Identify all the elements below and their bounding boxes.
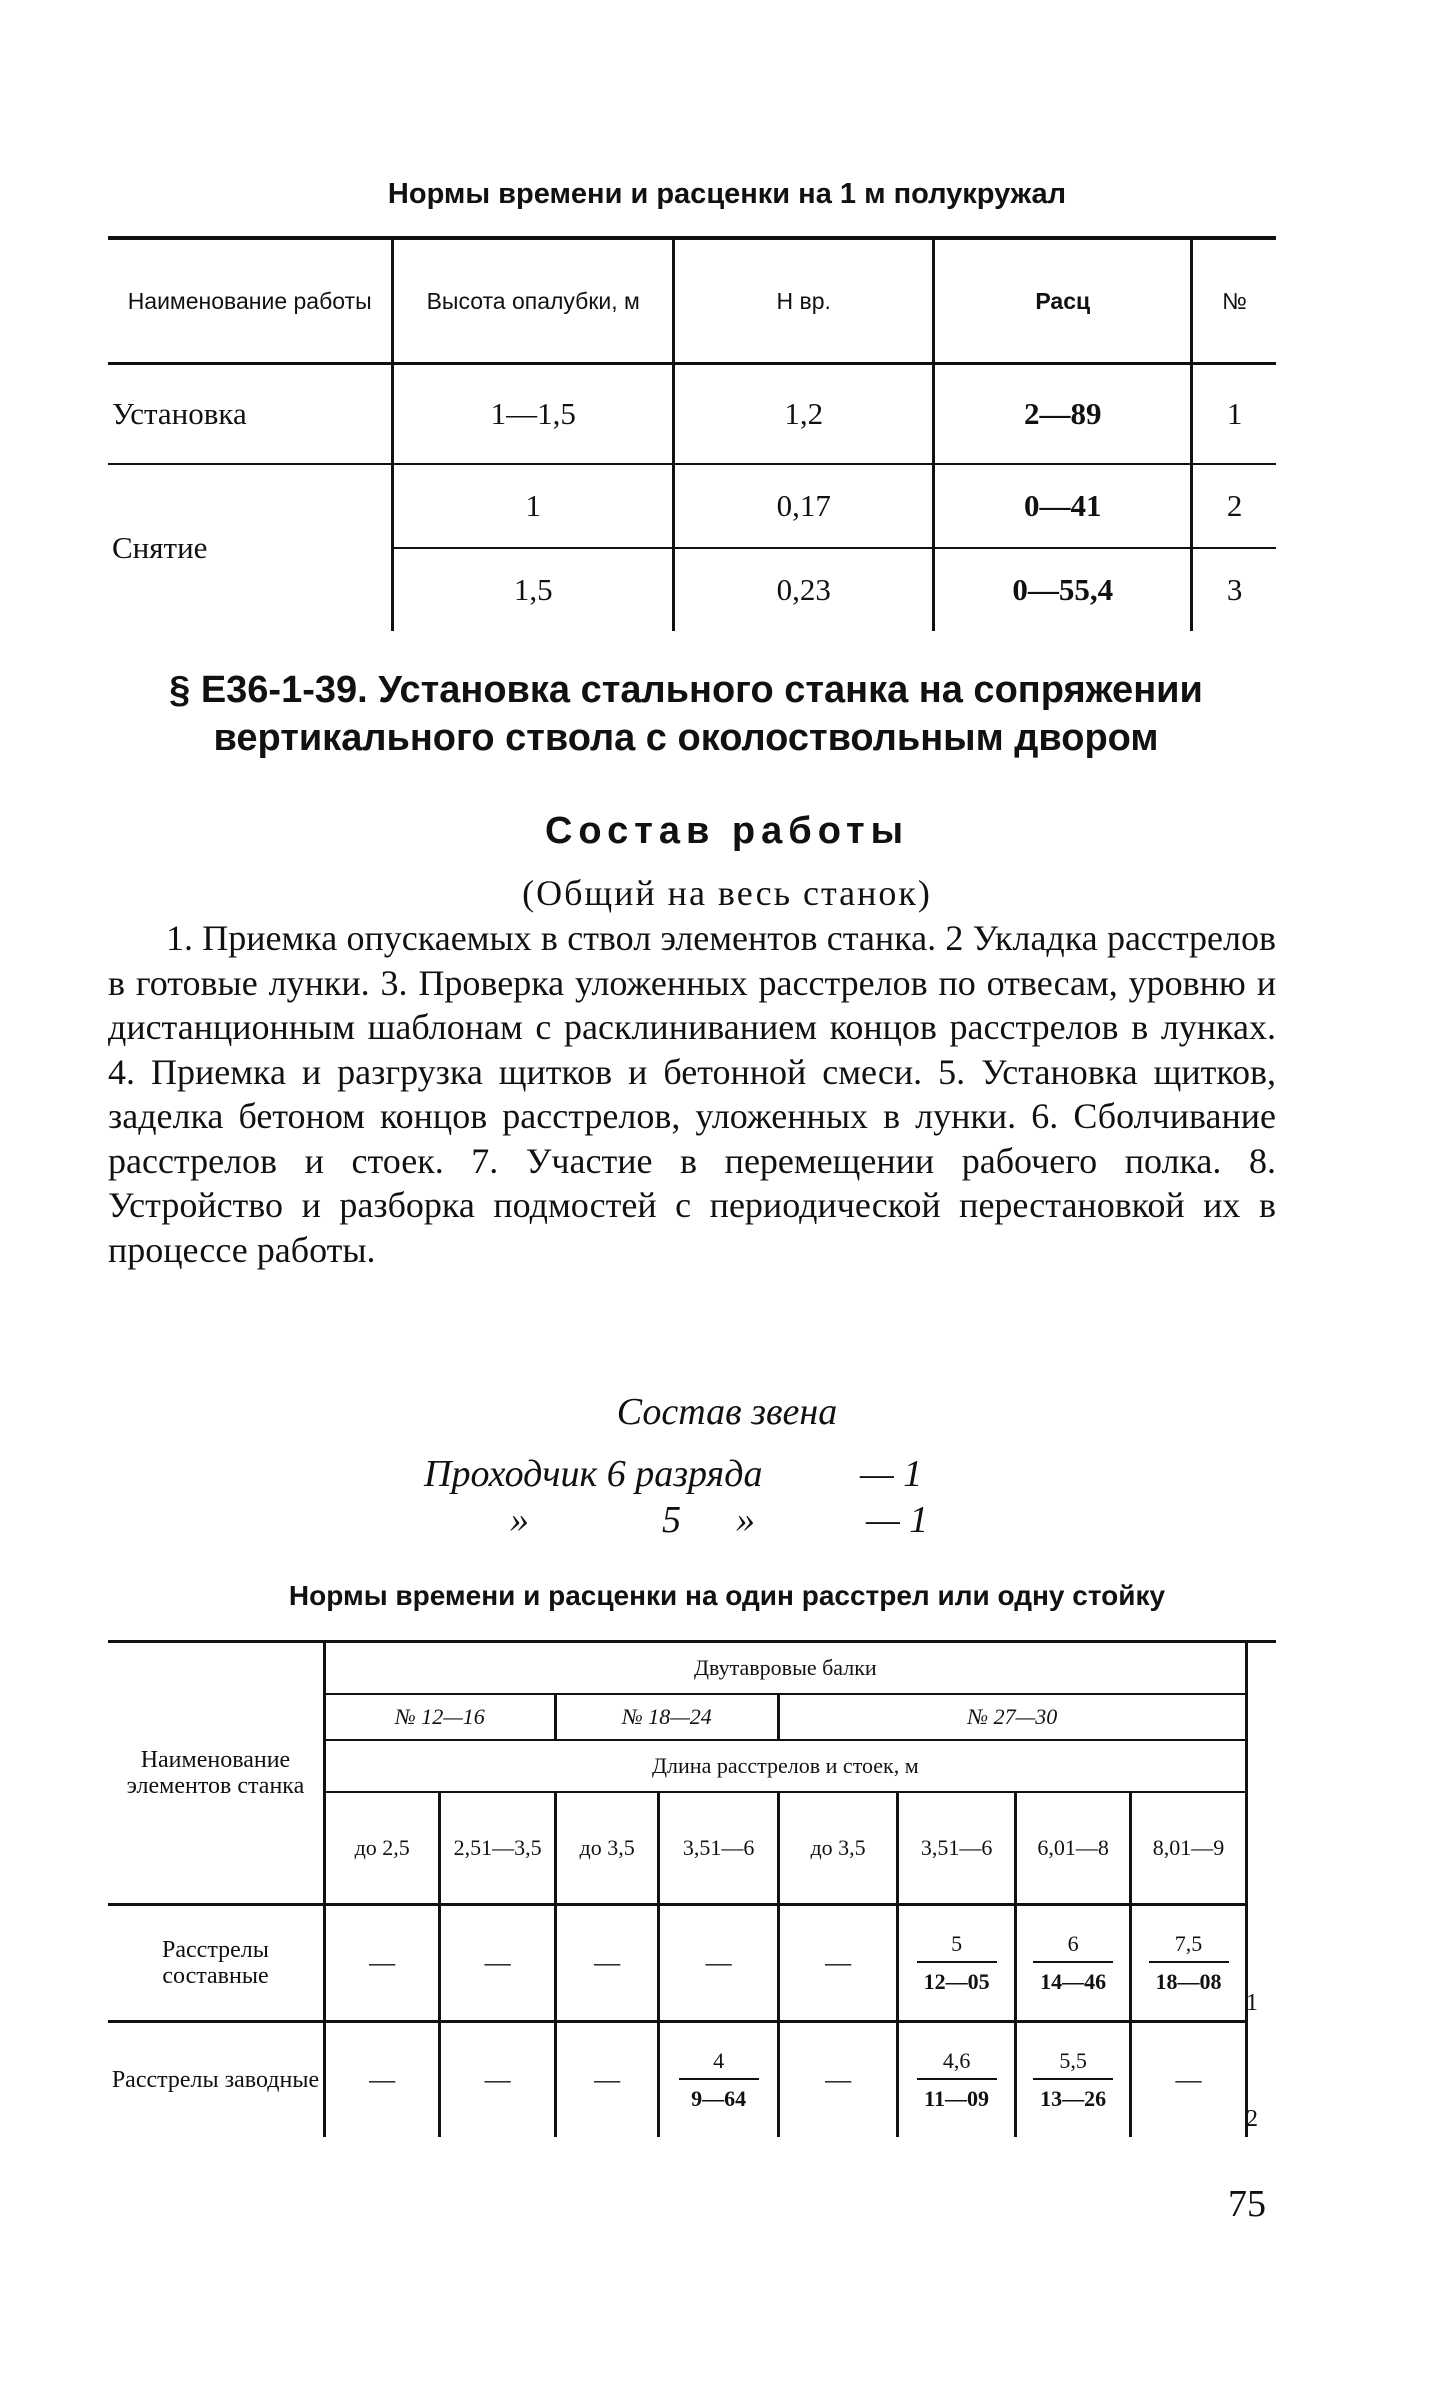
table-row (108, 1905, 1276, 2022)
work-subheading: (Общий на весь станок) (522, 873, 932, 913)
table2-cell (1015, 2022, 1130, 2138)
table2-stub-label: Наименование элементов станка (126, 1747, 305, 1799)
norm-fraction (1149, 1931, 1229, 1995)
brigade-worker-count: — 1 (866, 1499, 929, 1541)
table2-cell: — (324, 1905, 439, 2022)
section-title: § Е36-1-39. Установка стального станка на сопряжении вертикального ствола с околоствольным двором (169, 669, 1203, 759)
table2-header-row (108, 1642, 1276, 1695)
table2-cell: — (778, 2022, 898, 2138)
norms-table-1 (108, 236, 1276, 631)
table2-cell (1015, 1905, 1130, 2022)
rate: 13—26 (1040, 2086, 1107, 2111)
table2-cell: — (440, 2022, 555, 2138)
work-description: 1. Приемка опускаемых в ствол элементов станка. 2 Укладка расстрелов в готовые лунки. 3. Проверка уложенных расстрелов по отвесам, уровню и дистанционным шаблонам с расклиниванием концов расстрелов в лунках. 4. Приемка и разгрузка щитков и бетонной смеси. 5. Установка щитков, заделка бетоном концов расстрелов, уложенных в лунки. 6. Сболчивание расстрелов и стоек. 7. Участие в перемещении рабочего полка. 8. Устройство и разборка подмостей с периодической перестановкой их в процессе работы. (108, 918, 1276, 1270)
table1-row-height: 1,5 (393, 548, 674, 631)
table-row (108, 364, 1276, 465)
work-heading: Состав работы (544, 810, 910, 852)
brigade-ditto-mark: » (736, 1499, 755, 1541)
table2-row-name (108, 2022, 324, 2138)
table2-cell (898, 2022, 1016, 2138)
brigade-worker-name: Проходчик 6 разряда (424, 1453, 763, 1495)
norm-fraction (917, 1931, 997, 1995)
rate: 9—64 (691, 2086, 747, 2111)
table-row (108, 464, 1276, 548)
table1-row-height: 1—1,5 (393, 364, 674, 465)
rate: 12—05 (923, 1969, 990, 1994)
table1-header-rasc: Расц (934, 238, 1192, 364)
table2-header-beams: Двутавровые балки (324, 1642, 1246, 1695)
table2-cell (898, 1905, 1016, 2022)
table2-header-stub (108, 1642, 324, 1905)
table2-header-length: Длина расстрелов и стоек, м (324, 1740, 1246, 1792)
table1-row-nvr: 1,2 (674, 364, 934, 465)
table1-header-num: № (1192, 238, 1276, 364)
table2-cell: — (555, 2022, 658, 2138)
table2-row-label: Расстрелы составные (162, 1937, 269, 1989)
norms-table-2 (108, 1640, 1276, 2137)
norm-fraction (1033, 2048, 1113, 2112)
table-row (108, 2022, 1276, 2138)
table2-col-header: 2,51—3,5 (440, 1792, 555, 1905)
table2-cell: — (440, 1905, 555, 2022)
table1-row-nvr: 0,23 (674, 548, 934, 631)
table1-row-height: 1 (393, 464, 674, 548)
table1-row-nvr: 0,17 (674, 464, 934, 548)
table2-title: Нормы времени и расценки на один расстрел или одну стойку (288, 1580, 1166, 1611)
table2-cell (1131, 1905, 1246, 2022)
table1-row-num: 1 (1192, 364, 1276, 465)
norm-fraction (917, 2048, 997, 2112)
table2-cell: — (555, 1905, 658, 2022)
table1-header-row (108, 238, 1276, 364)
table1-title: Нормы времени и расценки на 1 м полукружал (387, 178, 1067, 210)
table2-col-header: 6,01—8 (1015, 1792, 1130, 1905)
table1-row-rasc: 2—89 (934, 364, 1192, 465)
table2-group-18-24: № 18—24 (555, 1694, 778, 1740)
time-norm: 4,6 (917, 2048, 997, 2080)
table2-group-12-16: № 12—16 (324, 1694, 555, 1740)
rate: 18—08 (1155, 1969, 1222, 1994)
brigade-ditto-mark: » (510, 1499, 529, 1541)
table2-row-number: 1 (1246, 1990, 1258, 2016)
table1-header-nvr: Н вр. (674, 238, 934, 364)
time-norm: 5 (917, 1931, 997, 1963)
norm-fraction (1033, 1931, 1113, 1995)
table2-col-header: 3,51—6 (659, 1792, 779, 1905)
rate: 11—09 (924, 2086, 989, 2111)
norm-fraction (679, 2048, 759, 2112)
time-norm: 4 (679, 2048, 759, 2080)
table1-header-name: Наименование работы (127, 287, 372, 314)
table1-row-rasc: 0—41 (934, 464, 1192, 548)
time-norm: 5,5 (1033, 2048, 1113, 2080)
table2-col-header: до 3,5 (555, 1792, 658, 1905)
table1-header-height: Высота опалубки, м (393, 238, 674, 364)
table2-cell: — (778, 1905, 898, 2022)
table2-col-header: до 2,5 (324, 1792, 439, 1905)
table2-row-number: 2 (1246, 2106, 1258, 2132)
table1-row-rasc: 0—55,4 (934, 548, 1192, 631)
table2-num-column (1246, 1642, 1276, 2138)
table2-row-name (108, 1905, 324, 2022)
table1-row-name: Снятие (112, 530, 208, 565)
brigade-title: Состав звена (616, 1391, 838, 1433)
table2-group-27-30: № 27—30 (778, 1694, 1246, 1740)
time-norm: 7,5 (1149, 1931, 1229, 1963)
table1-row-num: 2 (1192, 464, 1276, 548)
table1-row-name: Установка (112, 396, 247, 431)
table2-cell (659, 2022, 779, 2138)
table2-cell: — (1131, 2022, 1246, 2138)
table2-row-label: Расстрелы заводные (111, 2067, 320, 2093)
table2-cell: — (659, 1905, 779, 2022)
table2-cell: — (324, 2022, 439, 2138)
table2-col-header: 8,01—9 (1131, 1792, 1246, 1905)
table2-col-header: 3,51—6 (898, 1792, 1016, 1905)
time-norm: 6 (1033, 1931, 1113, 1963)
rate: 14—46 (1040, 1969, 1107, 1994)
brigade-worker-grade: 5 (662, 1499, 681, 1541)
table1-row-num: 3 (1192, 548, 1276, 631)
brigade-worker-count: — 1 (860, 1453, 923, 1495)
page-number: 75 (1228, 2183, 1266, 2225)
table2-col-header: до 3,5 (778, 1792, 898, 1905)
